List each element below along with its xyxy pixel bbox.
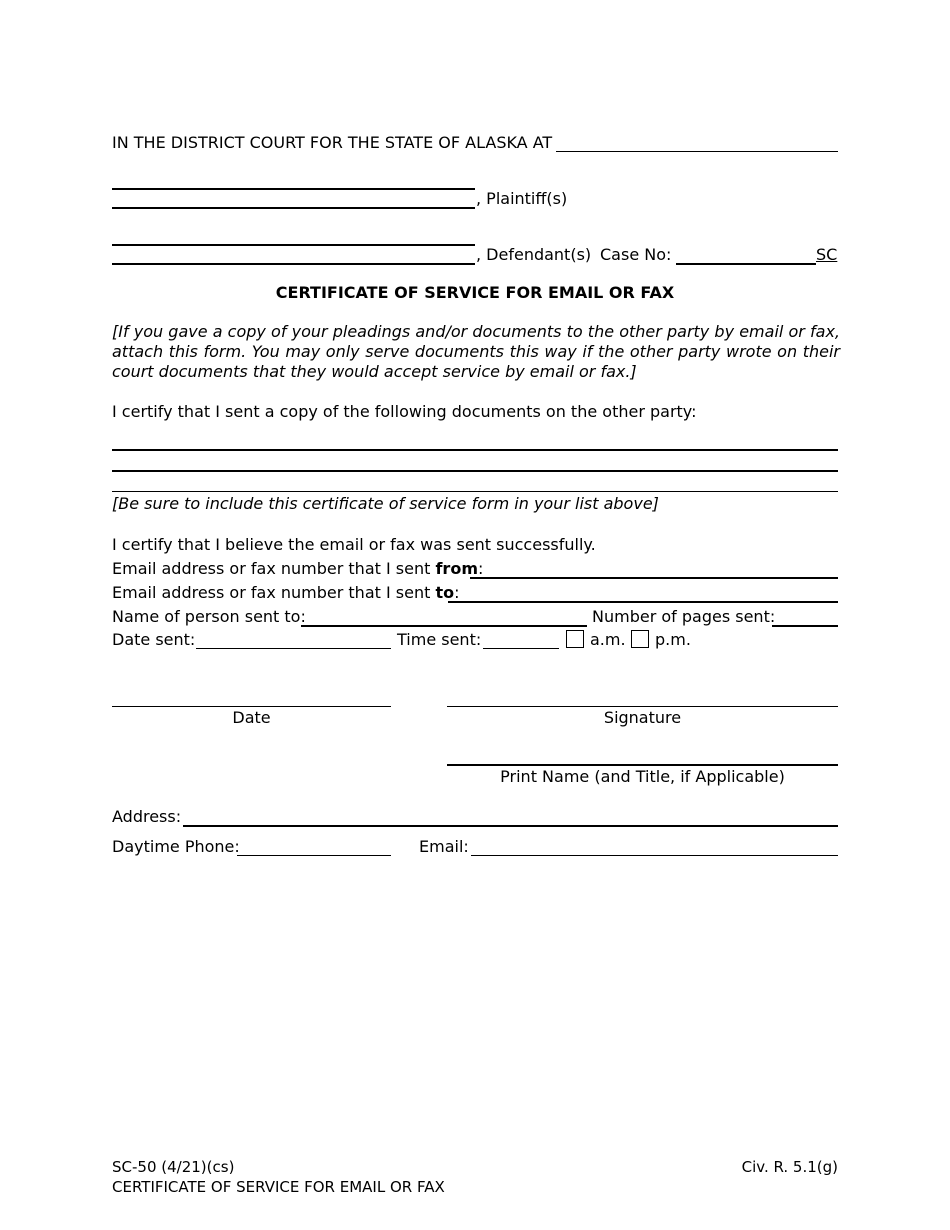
pages-sent-label: Number of pages sent: <box>592 607 776 626</box>
documents-list-input-1[interactable] <box>112 431 838 451</box>
court-header: IN THE DISTRICT COURT FOR THE STATE OF ALASKA AT <box>112 133 553 152</box>
email-label: Email: <box>419 837 469 856</box>
address-input[interactable] <box>183 807 838 827</box>
to-address-input[interactable] <box>448 583 838 603</box>
address-label: Address: <box>112 807 182 826</box>
documents-list-input-3[interactable] <box>112 473 838 492</box>
email-input[interactable] <box>471 837 838 856</box>
signature-input[interactable] <box>447 688 838 707</box>
name-sent-to-label: Name of person sent to: <box>112 607 306 626</box>
case-no-label: Case No: <box>600 245 672 264</box>
am-label: a.m. <box>590 630 626 649</box>
pages-sent-input[interactable] <box>772 607 838 627</box>
phone-input[interactable] <box>237 837 391 856</box>
plaintiff-name-input-2[interactable] <box>112 189 475 209</box>
footer-form-title: CERTIFICATE OF SERVICE FOR EMAIL OR FAX <box>112 1178 445 1196</box>
phone-label: Daytime Phone: <box>112 837 240 856</box>
signature-label: Signature <box>603 708 682 727</box>
certify-success-text: I certify that I believe the email or fax was sent successfully. <box>112 535 596 554</box>
am-checkbox[interactable] <box>566 630 584 648</box>
signature-date-input[interactable] <box>112 688 391 707</box>
documents-list-input-2[interactable] <box>112 452 838 472</box>
case-no-input[interactable] <box>676 245 816 265</box>
date-sent-input[interactable] <box>196 630 391 649</box>
defendant-name-input-2[interactable] <box>112 245 475 265</box>
pm-label: p.m. <box>655 630 691 649</box>
time-sent-input[interactable] <box>483 630 559 649</box>
plaintiff-label: , Plaintiff(s) <box>476 189 568 208</box>
court-location-input[interactable] <box>556 133 838 152</box>
to-label: Email address or fax number that I sent to: <box>112 583 460 602</box>
defendant-label: , Defendant(s) <box>476 245 592 264</box>
from-label: Email address or fax number that I sent from: <box>112 559 484 578</box>
time-sent-label: Time sent: <box>397 630 482 649</box>
footer-form-code: SC-50 (4/21)(cs) <box>112 1158 235 1176</box>
footer-rule: Civ. R. 5.1(g) <box>741 1158 838 1176</box>
certify-documents-text: I certify that I sent a copy of the following documents on the other party: <box>112 402 697 421</box>
date-label: Date <box>232 708 271 727</box>
from-address-input[interactable] <box>470 559 838 579</box>
date-sent-label: Date sent: <box>112 630 196 649</box>
instructions-text: [If you gave a copy of your pleadings and/or documents to the other party by email or fax, attach this form. You may only serve documents this way if the other party wrote on their court documents that they would accept service by email or fax.] <box>112 322 840 381</box>
reminder-text: [Be sure to include this certificate of service form in your list above] <box>112 494 659 513</box>
case-suffix: SC <box>816 245 838 264</box>
pm-checkbox[interactable] <box>631 630 649 648</box>
print-name-input[interactable] <box>447 746 838 766</box>
page-title: CERTIFICATE OF SERVICE FOR EMAIL OR FAX <box>275 283 675 302</box>
plaintiff-name-input-1[interactable] <box>112 170 475 190</box>
defendant-name-input-1[interactable] <box>112 226 475 246</box>
name-sent-to-input[interactable] <box>301 607 587 627</box>
print-name-label: Print Name (and Title, if Applicable) <box>500 767 785 786</box>
